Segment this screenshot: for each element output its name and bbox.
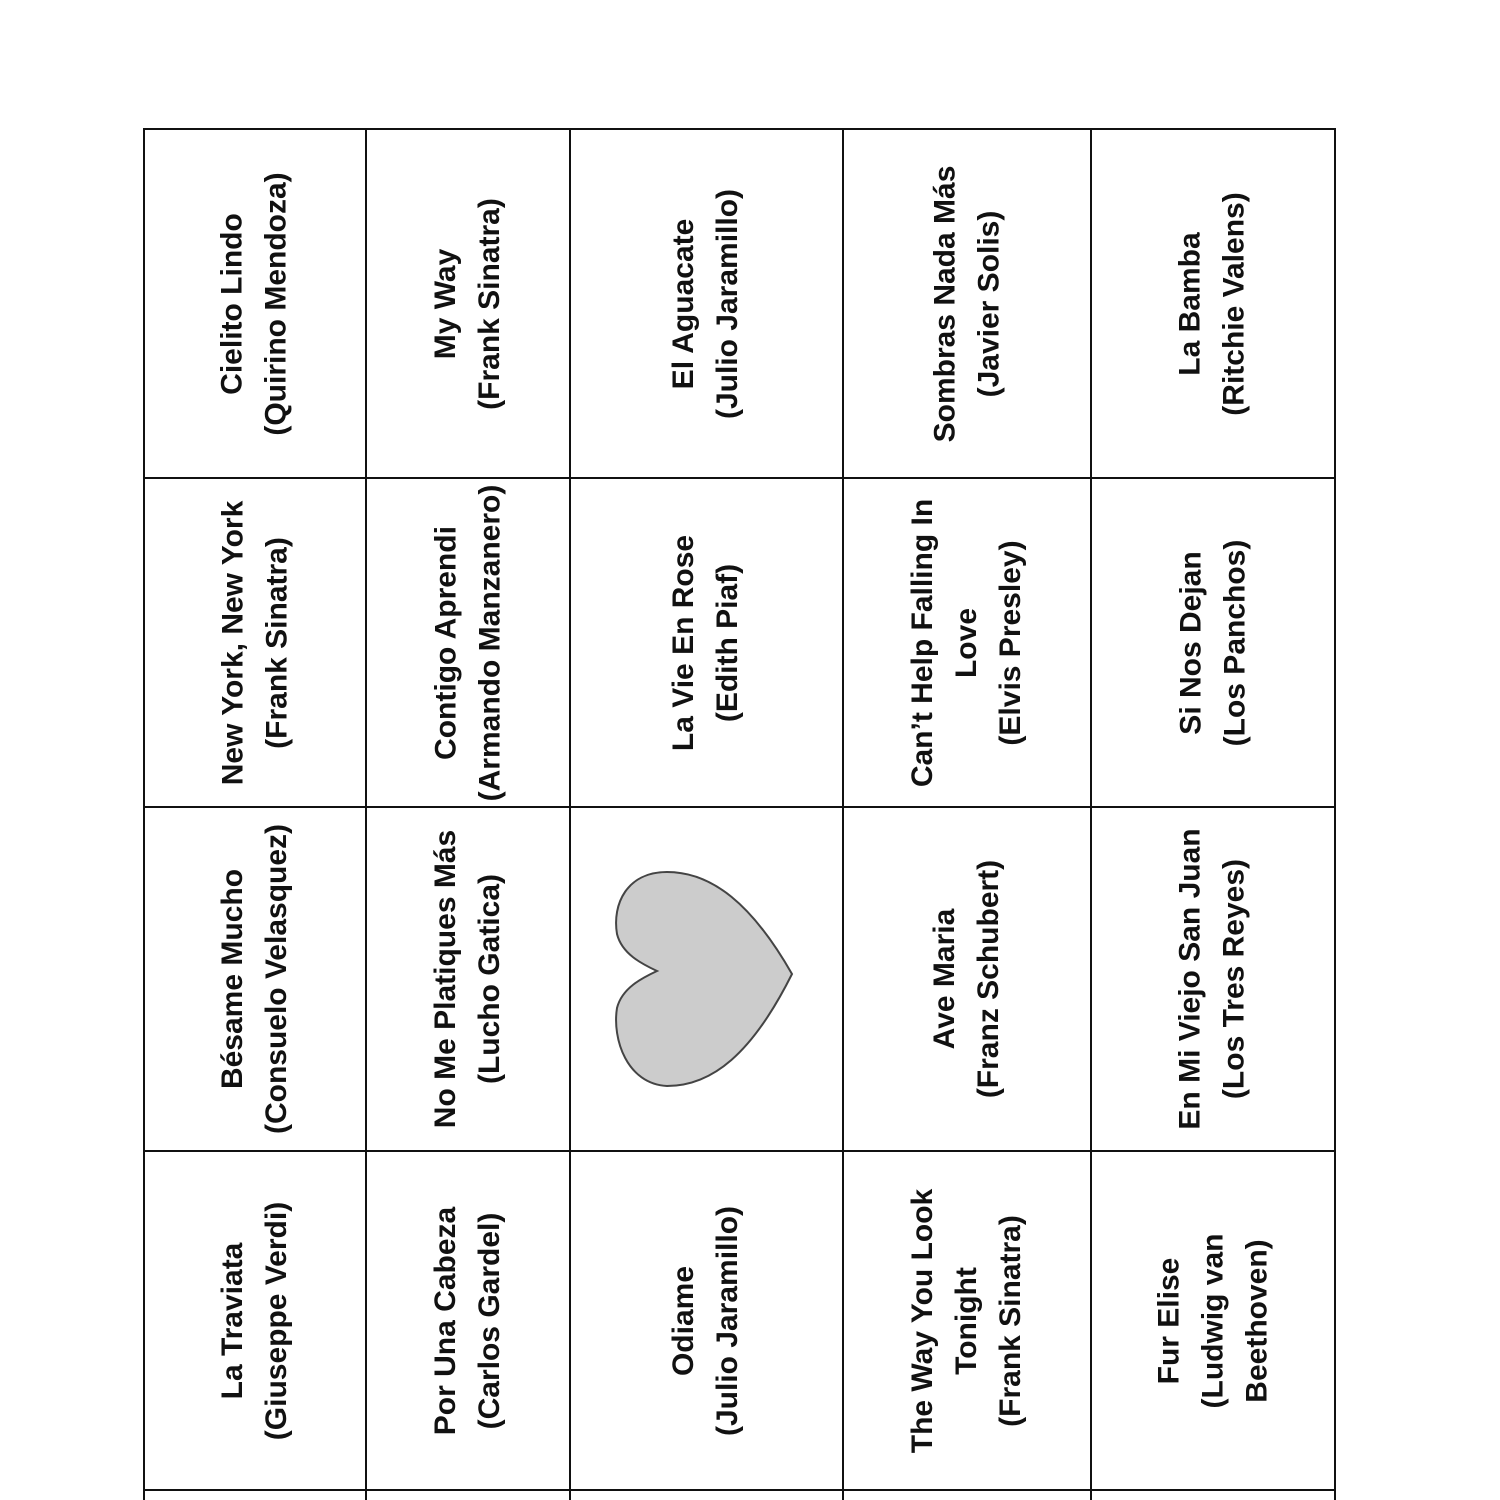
song-cell xyxy=(570,1151,843,1490)
song-text xyxy=(1169,539,1257,746)
song-artist-line: (Los Tres Reyes) xyxy=(1218,858,1251,1100)
song-text xyxy=(424,484,512,801)
song-title: Ave Maria xyxy=(927,908,961,1050)
song-title: Fur Elise xyxy=(1152,1257,1185,1384)
song-artist-line: (Quirino Mendoza) xyxy=(260,171,293,436)
song-title: La Traviata xyxy=(216,1242,250,1399)
song-artist-line: (Franz Schubert) xyxy=(971,859,1005,1099)
song-text xyxy=(923,860,1011,1098)
song-text xyxy=(424,1206,512,1434)
song-cell xyxy=(1091,807,1335,1151)
song-artist-line: Tonight xyxy=(950,1266,983,1375)
song-cell xyxy=(1091,129,1335,478)
song-title: Cielito Lindo xyxy=(216,212,249,395)
song-cell xyxy=(366,807,570,1151)
song-cell xyxy=(570,129,843,478)
song-artist-line: (Edith Piaf) xyxy=(711,563,745,722)
song-cell xyxy=(1091,1151,1335,1490)
song-text xyxy=(662,534,750,750)
song-artist-line: (Lucho Gatica) xyxy=(473,874,506,1085)
song-text xyxy=(424,198,512,410)
song-cell xyxy=(144,129,366,478)
song-artist-line: Love xyxy=(950,607,983,678)
song-artist-line: Beethoven) xyxy=(1240,1238,1273,1403)
song-title: My Way xyxy=(429,248,462,359)
heart-shape xyxy=(616,872,792,1086)
song-artist-line: (Consuelo Velasquez) xyxy=(260,823,294,1135)
heart-icon xyxy=(612,864,802,1094)
song-artist-line: (Carlos Gardel) xyxy=(473,1212,506,1429)
song-artist-line: (Julio Jaramillo) xyxy=(711,1205,745,1436)
song-title: No Me Platiques Más xyxy=(429,829,462,1129)
song-title: El Aguacate xyxy=(667,218,701,389)
song-cell xyxy=(144,1151,366,1490)
song-artist-line: (Julio Jaramillo) xyxy=(711,188,745,419)
song-artist-line: (Armando Manzanero) xyxy=(473,484,506,801)
song-cell xyxy=(843,807,1091,1151)
song-artist-line: (Frank Sinatra) xyxy=(473,197,506,410)
song-title: La Vie En Rose xyxy=(667,534,701,751)
song-title: Odiame xyxy=(667,1265,701,1376)
song-cell xyxy=(144,807,366,1151)
song-title: Contigo Aprendi xyxy=(429,525,462,760)
song-text xyxy=(211,500,299,785)
song-text xyxy=(211,172,299,435)
song-artist-line: (Frank Sinatra) xyxy=(994,1214,1027,1427)
song-cell xyxy=(366,478,570,807)
song-cell xyxy=(366,1151,570,1490)
song-cell xyxy=(843,1151,1091,1490)
song-artist-line: (Ritchie Valens) xyxy=(1218,191,1251,416)
song-title: La Bamba xyxy=(1174,231,1207,376)
song-title: En Mi Viejo San Juan xyxy=(1174,828,1207,1130)
song-artist-line: (Los Panchos) xyxy=(1217,539,1251,746)
song-title: The Way You Look xyxy=(906,1188,939,1453)
song-title: Por Una Cabeza xyxy=(429,1206,462,1435)
song-text xyxy=(901,1188,1033,1452)
song-text xyxy=(901,498,1033,786)
song-artist-line: (Ludwig van xyxy=(1196,1233,1229,1408)
free-space-cell xyxy=(570,807,843,1151)
song-title: Si Nos Dejan xyxy=(1173,550,1207,735)
song-text xyxy=(424,830,512,1128)
song-artist-line: (Elvis Presley) xyxy=(994,539,1027,746)
song-cell xyxy=(570,478,843,807)
song-artist-line: (Frank Sinatra) xyxy=(260,536,293,749)
song-text xyxy=(1169,192,1257,415)
song-title: New York, New York xyxy=(216,500,249,785)
song-text xyxy=(923,165,1011,442)
song-text xyxy=(663,1205,751,1435)
song-title: Can’t Help Falling In xyxy=(906,498,939,787)
song-text xyxy=(1147,1233,1279,1408)
song-text xyxy=(211,824,299,1134)
song-cell xyxy=(843,129,1091,478)
song-title: Bésame Mucho xyxy=(216,868,250,1090)
song-artist-line: (Javier Solis) xyxy=(972,210,1005,397)
song-text xyxy=(1169,828,1257,1129)
song-text xyxy=(663,188,751,418)
song-cell xyxy=(366,129,570,478)
song-text xyxy=(211,1201,299,1439)
song-title: Sombras Nada Más xyxy=(928,165,961,442)
song-cell xyxy=(144,478,366,807)
song-artist-line: (Giuseppe Verdi) xyxy=(260,1201,294,1440)
song-cell xyxy=(843,478,1091,807)
song-cell xyxy=(1091,478,1335,807)
